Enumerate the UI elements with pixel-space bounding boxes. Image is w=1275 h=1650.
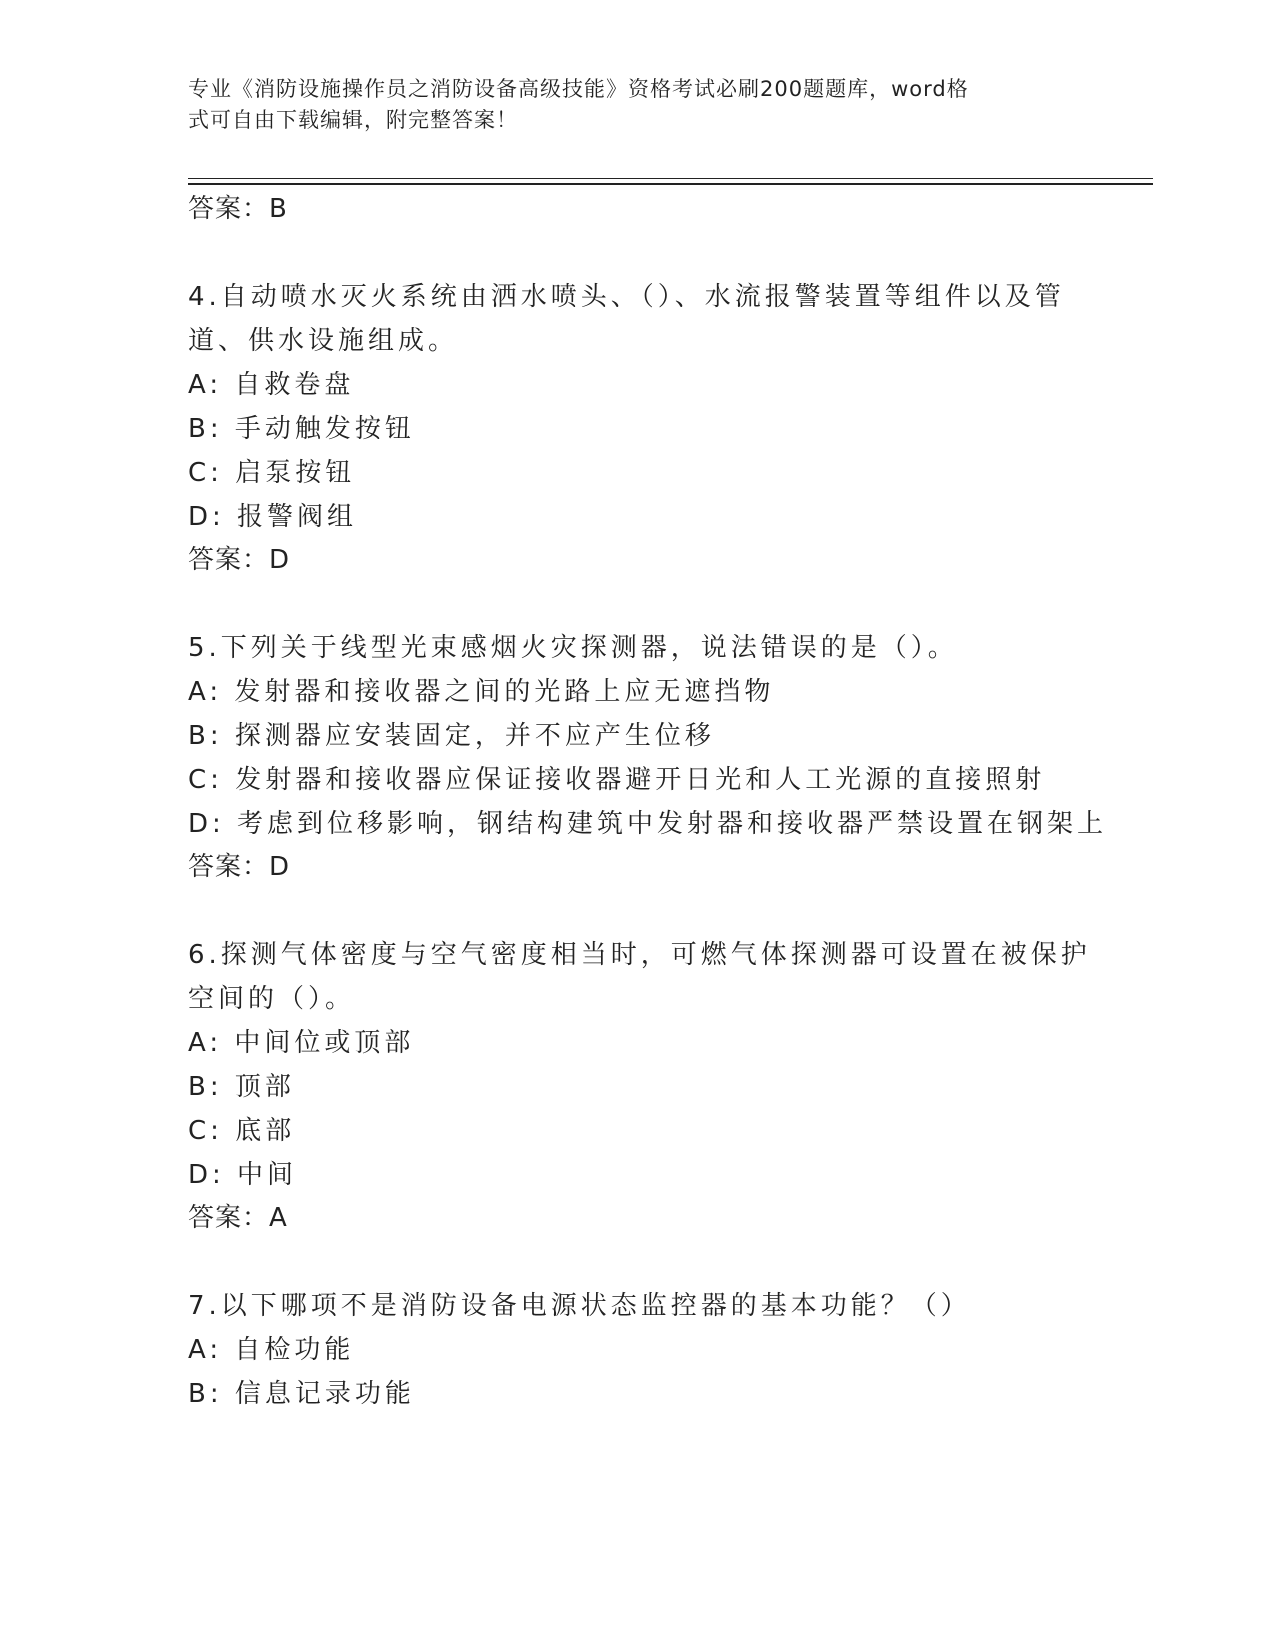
question-stem: 6.探测气体密度与空气密度相当时，可燃气体探测器可设置在被保护 <box>188 940 1091 970</box>
question-stem: 4.自动喷水灭火系统由洒水喷头、（）、水流报警装置等组件以及管 <box>188 282 1065 312</box>
answer-line: 答案：D <box>188 852 291 882</box>
question-stem: 5.下列关于线型光束感烟火灾探测器，说法错误的是（）。 <box>188 633 958 663</box>
option-text: 考虑到位移影响，钢结构建筑中发射器和接收器严禁设置在钢架上 <box>237 809 1108 839</box>
option-c <box>188 1116 295 1146</box>
option-text: 中间位或顶部 <box>234 1028 415 1058</box>
option-a <box>188 1028 414 1058</box>
option-b <box>188 414 415 444</box>
option-label: C: <box>188 765 223 795</box>
option-d <box>188 502 357 532</box>
option-label: B: <box>188 414 223 444</box>
header-line-2: 式可自由下载编辑，附完整答案！ <box>188 108 518 132</box>
option-text: 发射器和接收器应保证接收器避开日光和人工光源的直接照射 <box>235 765 1046 795</box>
document-header <box>188 74 1068 136</box>
option-text: 顶部 <box>234 1072 295 1102</box>
option-text: 报警阀组 <box>237 502 358 532</box>
question-stem-cont: 道、供水设施组成。 <box>188 326 459 356</box>
option-label: D: <box>188 1160 225 1190</box>
option-c <box>188 458 355 488</box>
option-label: B: <box>188 1379 223 1409</box>
question-stem-cont: 空间的（）。 <box>188 984 356 1014</box>
option-label: C: <box>188 1116 223 1146</box>
option-text: 自检功能 <box>234 1335 355 1365</box>
option-label: A: <box>188 1028 223 1058</box>
option-label: C: <box>188 458 223 488</box>
option-label: B: <box>188 1072 223 1102</box>
question-stem: 7.以下哪项不是消防设备电源状态监控器的基本功能？（） <box>188 1291 971 1321</box>
header-rule-thin <box>188 178 1153 179</box>
answer-line: 答案：D <box>188 545 291 575</box>
option-b <box>188 1379 415 1409</box>
option-d <box>188 809 1107 839</box>
option-text: 中间 <box>237 1160 298 1190</box>
option-a <box>188 1335 354 1365</box>
option-text: 自救卷盘 <box>234 370 355 400</box>
option-text: 底部 <box>235 1116 296 1146</box>
option-b <box>188 721 715 751</box>
option-text: 探测器应安装固定，并不应产生位移 <box>234 721 715 751</box>
header-rule-thick <box>188 183 1153 185</box>
option-text: 启泵按钮 <box>235 458 356 488</box>
answer-line: 答案：A <box>188 1203 288 1233</box>
option-c <box>188 765 1045 795</box>
option-label: D: <box>188 809 225 839</box>
option-text: 发射器和接收器之间的光路上应无遮挡物 <box>234 677 775 707</box>
option-label: D: <box>188 502 225 532</box>
option-a <box>188 370 354 400</box>
header-line-1: 专业《消防设施操作员之消防设备高级技能》资格考试必刷200题题库，word格 <box>188 77 969 101</box>
option-label: B: <box>188 721 223 751</box>
option-label: A: <box>188 1335 223 1365</box>
option-label: A: <box>188 677 223 707</box>
option-a <box>188 677 774 707</box>
option-label: A: <box>188 370 223 400</box>
option-text: 信息记录功能 <box>234 1379 415 1409</box>
option-text: 手动触发按钮 <box>234 414 415 444</box>
option-b <box>188 1072 295 1102</box>
option-d <box>188 1160 297 1190</box>
answer-line: 答案：B <box>188 194 288 224</box>
